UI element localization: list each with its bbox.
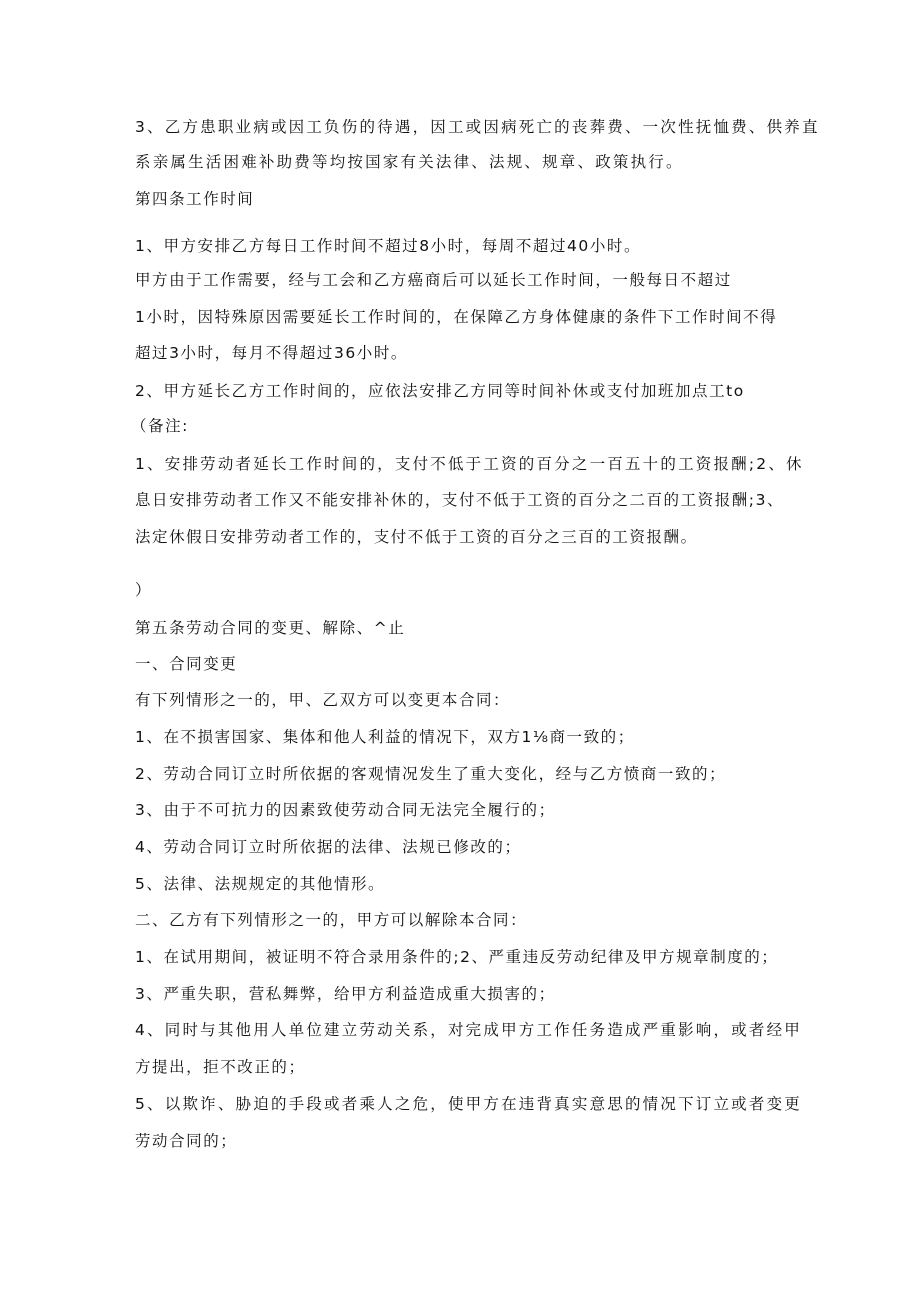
text-line: 方提出，拒不改正的； <box>135 1058 306 1076</box>
note-close: ） <box>135 581 153 599</box>
text-line: 法定休假日安排劳动者工作的，支付不低于工资的百分之三百的工资报酬。 <box>135 528 698 546</box>
list-item: 4、同时与其他用人单位建立劳动关系，对完成甲方工作任务造成严重影响，或者经甲 <box>135 1021 802 1039</box>
list-item: 4、劳动合同订立时所依据的法律、法规已修改的； <box>135 838 522 856</box>
section-heading: 第四条工作时间 <box>135 190 255 208</box>
subsection-heading: 一、合同变更 <box>135 655 238 673</box>
text-line: 甲方由于工作需要，经与工会和乙方癌商后可以延长工作时间，一般每日不超过 <box>135 271 732 289</box>
text-line: 2、甲方延长乙方工作时间的，应依法安排乙方同等时间补休或支付加班加点工to <box>135 382 745 400</box>
text-line: 1、安排劳动者延长工作时间的，支付不低于工资的百分之一百五十的工资报酬;2、休 <box>135 455 804 473</box>
text-line: 1、甲方安排乙方每日工作时间不超过8小时，每周不超过40小时。 <box>135 237 641 255</box>
section-heading: 第五条劳动合同的变更、解除、^止 <box>135 619 406 637</box>
list-item: 1、在不损害国家、集体和他人利益的情况下，双方1⅛商一致的； <box>135 728 635 746</box>
text-line: 3、乙方患职业病或因工负伤的待遇，因工或因病死亡的丧葬费、一次性抚恤费、供养直 <box>135 118 820 136</box>
list-item: 2、劳动合同订立时所依据的客观情况发生了重大变化，经与乙方愤商一致的； <box>135 765 727 783</box>
text-line: 劳动合同的； <box>135 1132 238 1150</box>
list-item: 5、以欺诈、胁迫的手段或者乘人之危，使甲方在违背真实意思的情况下订立或者变更 <box>135 1095 802 1113</box>
text-line: 1小时，因特殊原因需要延长工作时间的，在保障乙方身体健康的条件下工作时间不得 <box>135 308 778 326</box>
text-line: 系亲属生活困难补助费等均按国家有关法律、法规、规章、政策执行。 <box>135 153 684 171</box>
text-line: 有下列情形之一的，甲、乙双方可以变更本合同： <box>135 691 511 709</box>
list-item: 3、由于不可抗力的因素致使劳动合同无法完全履行的； <box>135 801 556 819</box>
note-open: （备注: <box>131 417 189 435</box>
subsection-heading: 二、乙方有下列情形之一的，甲方可以解除本合同： <box>135 911 528 929</box>
text-line: 息日安排劳动者工作又不能安排补休的，支付不低于工资的百分之二百的工资报酬;3、 <box>135 491 785 509</box>
list-item: 5、法律、法规规定的其他情形。 <box>135 875 386 893</box>
list-item: 1、在试用期间，被证明不符合录用条件的;2、严重违反劳动纪律及甲方规章制度的； <box>135 948 779 966</box>
list-item: 3、严重失职，营私舞弊，给甲方利益造成重大损害的； <box>135 985 556 1003</box>
text-line: 超过3小时，每月不得超过36小时。 <box>135 344 408 362</box>
